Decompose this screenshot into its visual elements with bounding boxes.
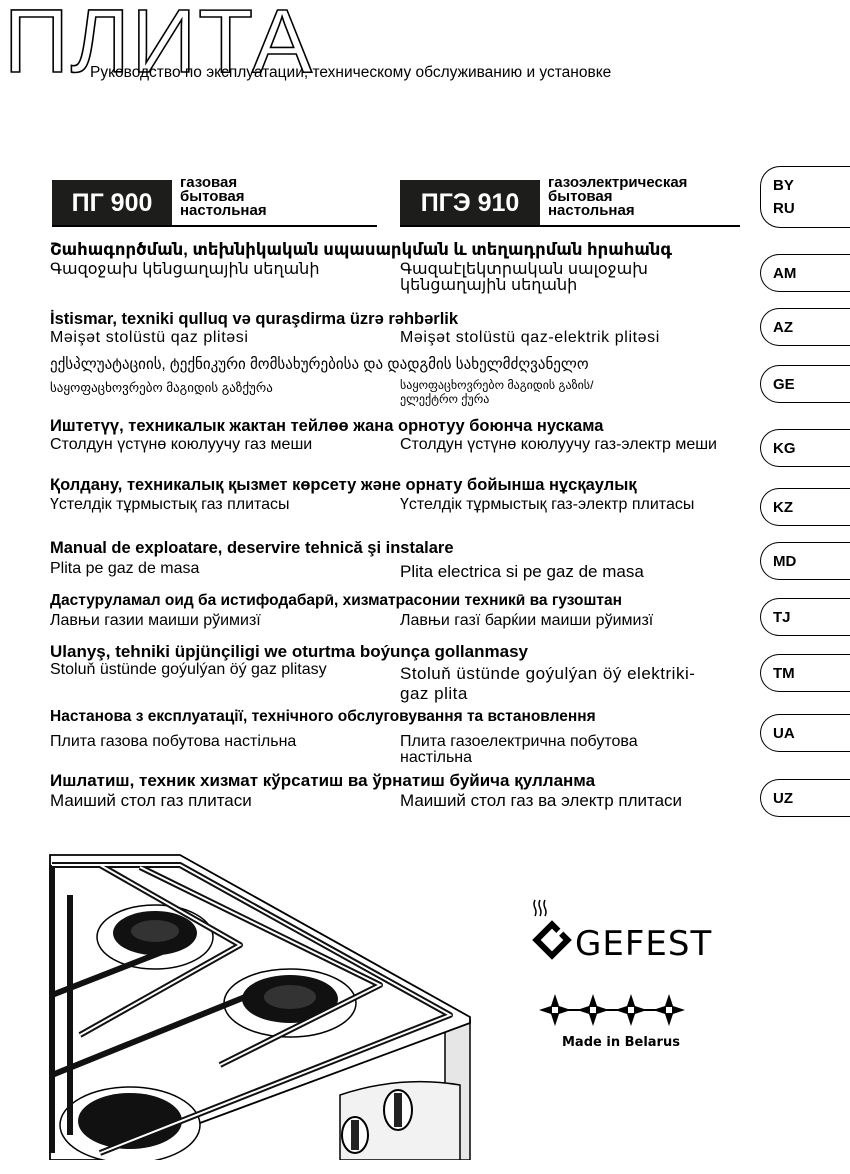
knob-icon bbox=[384, 1090, 412, 1130]
section-heading-tm: Ulanyş, tehniki üpjünçiligi we oturtma boýunça gollanmasy bbox=[50, 642, 528, 661]
section-left-ge: საყოფაცხოვრებო მაგიდის გაზქურა bbox=[50, 380, 273, 395]
lang-tab-tj: TJ bbox=[760, 598, 850, 636]
section-left-uz: Маиший стол газ плитаси bbox=[50, 791, 252, 810]
model-desc-line: настольная bbox=[180, 202, 267, 219]
brand-name: GEFEST bbox=[575, 924, 713, 964]
lang-tab-kz: KZ bbox=[760, 488, 850, 526]
lang-tab-uz: UZ bbox=[760, 779, 850, 817]
section-right-tm: Stoluň üstünde goýulýan öý elektriki-gaz plita bbox=[400, 664, 696, 703]
section-right-ge: საყოფაცხოვრებო მაგიდის გაზის/ელექტრო ქურა bbox=[400, 378, 594, 406]
section-right-md: Plita electrica si pe gaz de masa bbox=[400, 562, 644, 581]
made-in-label: Made in Belarus bbox=[562, 1035, 680, 1050]
section-left-az: Məişət stolüstü qaz plitəsi bbox=[50, 329, 249, 346]
section-right-ua: Плита газоелектрична побутова настільна bbox=[400, 733, 638, 766]
manual-subtitle: Руководство по эксплуатации, техническому обслуживанию и установке bbox=[90, 64, 612, 81]
lang-label-ru: RU bbox=[773, 200, 795, 217]
model-code-pg900: ПГ 900 bbox=[52, 180, 172, 226]
section-right-tj: Лавњи газї барќии маиши рўимизї bbox=[400, 612, 654, 629]
lang-tab-md: MD bbox=[760, 542, 850, 580]
section-heading-am: Շահագործման, տեխնիկական սպասարկման և տեղադրման հրահանգ bbox=[50, 241, 673, 259]
model-desc-pg900 bbox=[180, 176, 267, 218]
lang-tab-ge: GE bbox=[760, 365, 850, 403]
section-left-tj: Лавњи газии маиши рўимизї bbox=[50, 612, 261, 629]
model-desc-line: газоэлектрическая bbox=[548, 174, 688, 191]
model-desc-line: бытовая bbox=[180, 188, 245, 205]
section-heading-tj: Дастуруламал оид ба истифодабарӣ, хизматрасонии техникӣ ва гузоштан bbox=[50, 592, 623, 609]
section-heading-md: Manual de exploatare, deservire tehnică şi instalare bbox=[50, 539, 454, 557]
lang-tab-tm: TM bbox=[760, 654, 850, 692]
model-underline bbox=[52, 225, 377, 227]
lang-tab-by-ru bbox=[760, 166, 850, 228]
section-left-kz: Үстелдік тұрмыстық газ плитасы bbox=[50, 496, 290, 513]
model-desc-pge910 bbox=[548, 176, 687, 218]
model-code-pge910: ПГЭ 910 bbox=[400, 180, 540, 226]
lang-tab-am: AM bbox=[760, 254, 850, 292]
ornament-icon bbox=[537, 990, 687, 1030]
section-heading-uz: Ишлатиш, техник хизмат кўрсатиш ва ўрнатиш буйича қулланма bbox=[50, 771, 596, 790]
model-underline bbox=[400, 225, 740, 227]
knob-icon bbox=[342, 1117, 368, 1153]
section-right-uz: Маиший стол газ ва электр плитаси bbox=[400, 791, 683, 810]
section-left-am: Գազօջախ կենցաղային սեղանի bbox=[50, 261, 320, 278]
svg-text:ПЛИТА: ПЛИТА bbox=[4, 0, 316, 80]
flame-icon bbox=[527, 898, 577, 960]
section-right-kz: Үстелдік тұрмыстық газ-электр плитасы bbox=[400, 496, 695, 513]
burner-icon bbox=[97, 905, 213, 969]
section-left-tm: Stoluň üstünde goýulýan öý gaz plitasy bbox=[50, 661, 327, 678]
section-heading-kg: Иштетүү, техникалык жактан тейлөө жана орнотуу боюнча нускама bbox=[50, 417, 604, 435]
section-heading-az: İstismar, texniki qulluq və quraşdirma üzrə rəhbərlik bbox=[50, 310, 459, 328]
section-heading-kz: Қолдану, техникалық қызмет көрсету және орнату бойынша нұсқаулық bbox=[50, 476, 637, 494]
lang-tab-az: AZ bbox=[760, 308, 850, 346]
section-left-ua: Плита газова побутова настільна bbox=[50, 733, 297, 750]
section-heading-ge: ექსპლუატაციის, ტექნიკური მომსახურებისა და დადგმის სახელმძღვანელო bbox=[50, 356, 589, 373]
lang-tab-ua: UA bbox=[760, 714, 850, 752]
model-desc-line: настольная bbox=[548, 202, 635, 219]
section-right-kg: Столдун үстүнө коюлуучу газ-электр меши bbox=[400, 436, 717, 453]
lang-label-by: BY bbox=[773, 177, 794, 194]
lang-tab-kg: KG bbox=[760, 429, 850, 467]
model-desc-line: бытовая bbox=[548, 188, 613, 205]
section-heading-ua: Настанова з експлуатації, технічного обслуговування та встановлення bbox=[50, 708, 596, 725]
section-left-md: Plita pe gaz de masa bbox=[50, 560, 200, 577]
model-desc-line: газовая bbox=[180, 174, 238, 191]
section-left-kg: Столдун үстүнө коюлуучу газ меши bbox=[50, 436, 313, 453]
section-right-az: Məişət stolüstü qaz-elektrik plitəsi bbox=[400, 329, 660, 346]
stove-illustration bbox=[40, 835, 490, 1160]
section-right-am: Գազաէլեկտրական սալօջախ կենցաղային սեղանի bbox=[400, 261, 648, 294]
